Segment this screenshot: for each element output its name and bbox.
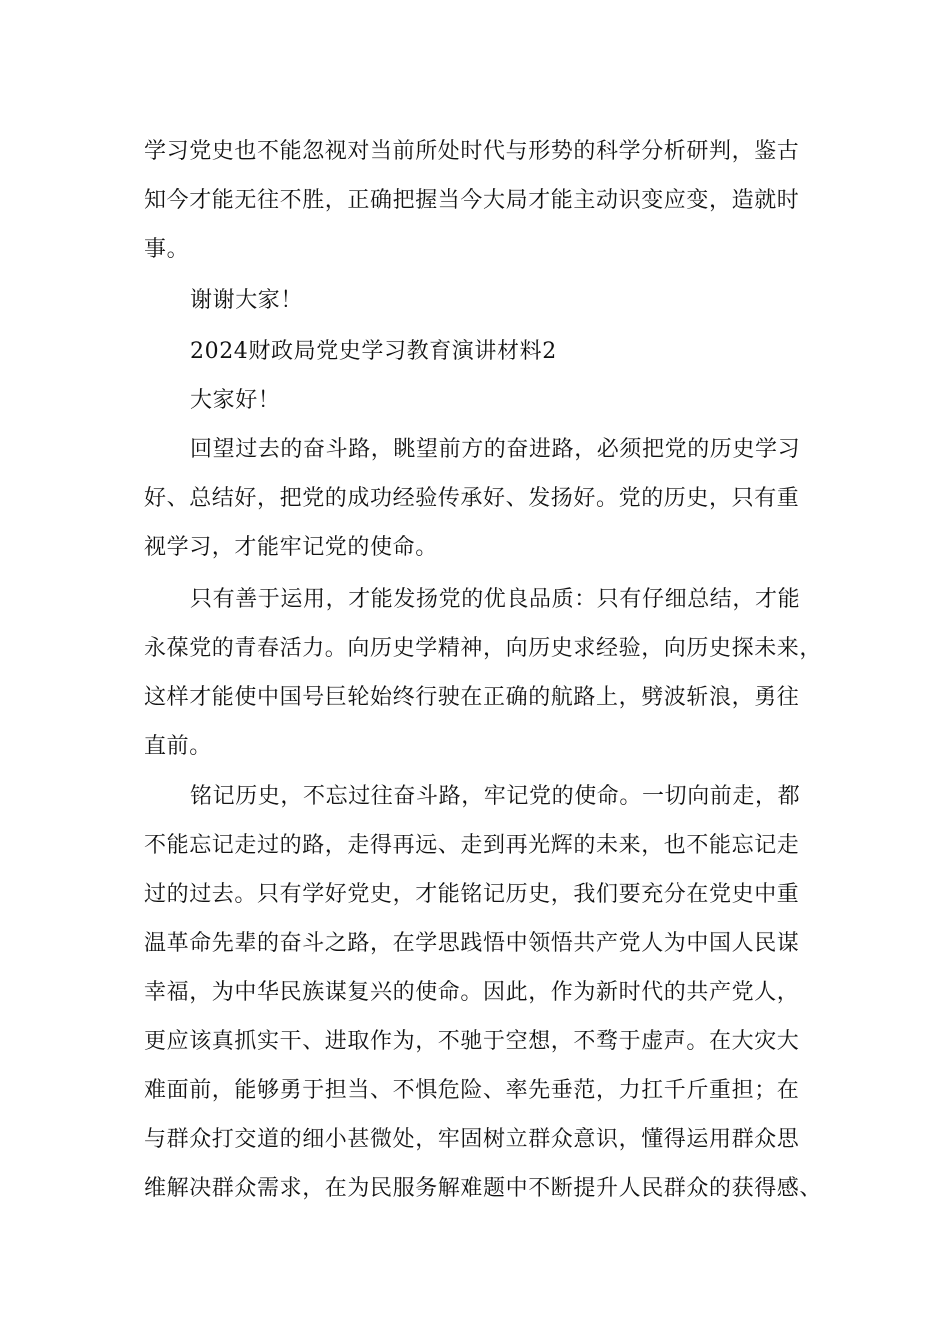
text-line: 回望过去的奋斗路，眺望前方的奋进路，必须把党的历史学习 — [190, 437, 801, 462]
text-line: 谢谢大家！ — [190, 288, 304, 313]
text-line: 铭记历史，不忘过往奋斗路，牢记党的使命。一切向前走，都 — [190, 784, 801, 809]
text-line: 过的过去。只有学好党史，才能铭记历史，我们要充分在党史中重 — [144, 882, 800, 907]
text-line: 永葆党的青春活力。向历史学精神，向历史求经验，向历史探未来， — [144, 636, 823, 661]
text-line: 幸福，为中华民族谋复兴的使命。因此，作为新时代的共产党人， — [144, 980, 800, 1005]
text-line: 更应该真抓实干、进取作为，不驰于空想，不骛于虚声。在大灾大 — [144, 1029, 800, 1054]
text-line: 好、总结好，把党的成功经验传承好、发扬好。党的历史，只有重 — [144, 486, 800, 511]
text-line: 视学习，才能牢记党的使命。 — [144, 535, 438, 560]
text-line: 知今才能无往不胜，正确把握当今大局才能主动识变应变，造就时 — [144, 188, 800, 213]
text-line: 学习党史也不能忽视对当前所处时代与形势的科学分析研判，鉴古 — [144, 139, 800, 164]
greeting: 大家好！ — [190, 388, 281, 413]
text-line: 温革命先辈的奋斗之路，在学思践悟中领悟共产党人为中国人民谋 — [144, 931, 800, 956]
text-line: 难面前，能够勇于担当、不惧危险、率先垂范，力扛千斤重担；在 — [144, 1078, 800, 1103]
section-heading: 2024财政局党史学习教育演讲材料2 — [190, 339, 557, 364]
text-line: 只有善于运用，才能发扬党的优良品质：只有仔细总结，才能 — [190, 587, 801, 612]
text-line: 直前。 — [144, 734, 212, 759]
text-line: 与群众打交道的细小甚微处，牢固树立群众意识，懂得运用群众思 — [144, 1127, 800, 1152]
text-line: 这样才能使中国号巨轮始终行驶在正确的航路上，劈波斩浪，勇往 — [144, 685, 800, 710]
text-line: 维解决群众需求，在为民服务解难题中不断提升人民群众的获得感、 — [144, 1176, 823, 1201]
text-line: 事。 — [144, 237, 190, 262]
text-line: 不能忘记走过的路，走得再远、走到再光辉的未来，也不能忘记走 — [144, 833, 800, 858]
